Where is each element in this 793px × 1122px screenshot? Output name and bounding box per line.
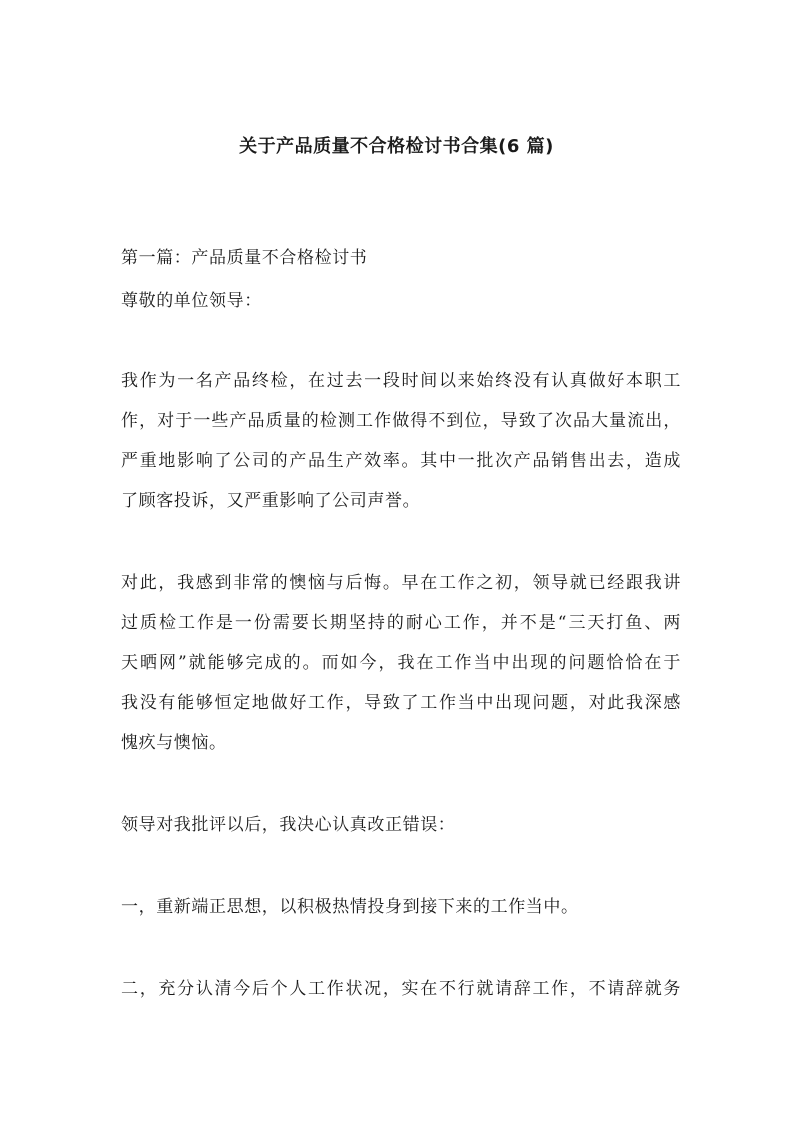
section-heading: 第一篇：产品质量不合格检讨书 <box>121 248 368 268</box>
paragraph-2-line-2: 过质检工作是一份需要长期坚持的耐心工作，并不是“三天打鱼、两 <box>121 613 681 633</box>
paragraph-1-line-3: 严重地影响了公司的产品生产效率。其中一批次产品销售出去，造成 <box>121 451 681 471</box>
paragraph-2-line-5: 愧疚与懊恼。 <box>121 733 227 753</box>
paragraph-1-line-2: 作，对于一些产品质量的检测工作做得不到位，导致了次品大量流出， <box>121 411 681 431</box>
paragraph-1-line-4: 了顾客投诉，又严重影响了公司声誉。 <box>121 491 421 511</box>
paragraph-1-line-1: 我作为一名产品终检，在过去一段时间以来始终没有认真做好本职工 <box>121 371 681 391</box>
list-item-1: 一，重新端正思想，以积极热情投身到接下来的工作当中。 <box>121 897 579 917</box>
paragraph-3-line-1: 领导对我批评以后，我决心认真改正错误： <box>121 815 456 835</box>
paragraph-2-line-3: 天晒网”就能够完成的。而如今，我在工作当中出现的问题恰恰在于 <box>121 653 681 673</box>
paragraph-2-line-4: 我没有能够恒定地做好工作，导致了工作当中出现问题，对此我深感 <box>121 693 681 713</box>
document-title: 关于产品质量不合格检讨书合集(6 篇) <box>239 136 554 157</box>
list-item-2-line-1: 二，充分认清今后个人工作状况，实在不行就请辞工作，不请辞就务 <box>121 979 681 999</box>
salutation: 尊敬的单位领导： <box>121 291 262 311</box>
paragraph-2-line-1: 对此，我感到非常的懊恼与后悔。早在工作之初，领导就已经跟我讲 <box>121 573 681 593</box>
